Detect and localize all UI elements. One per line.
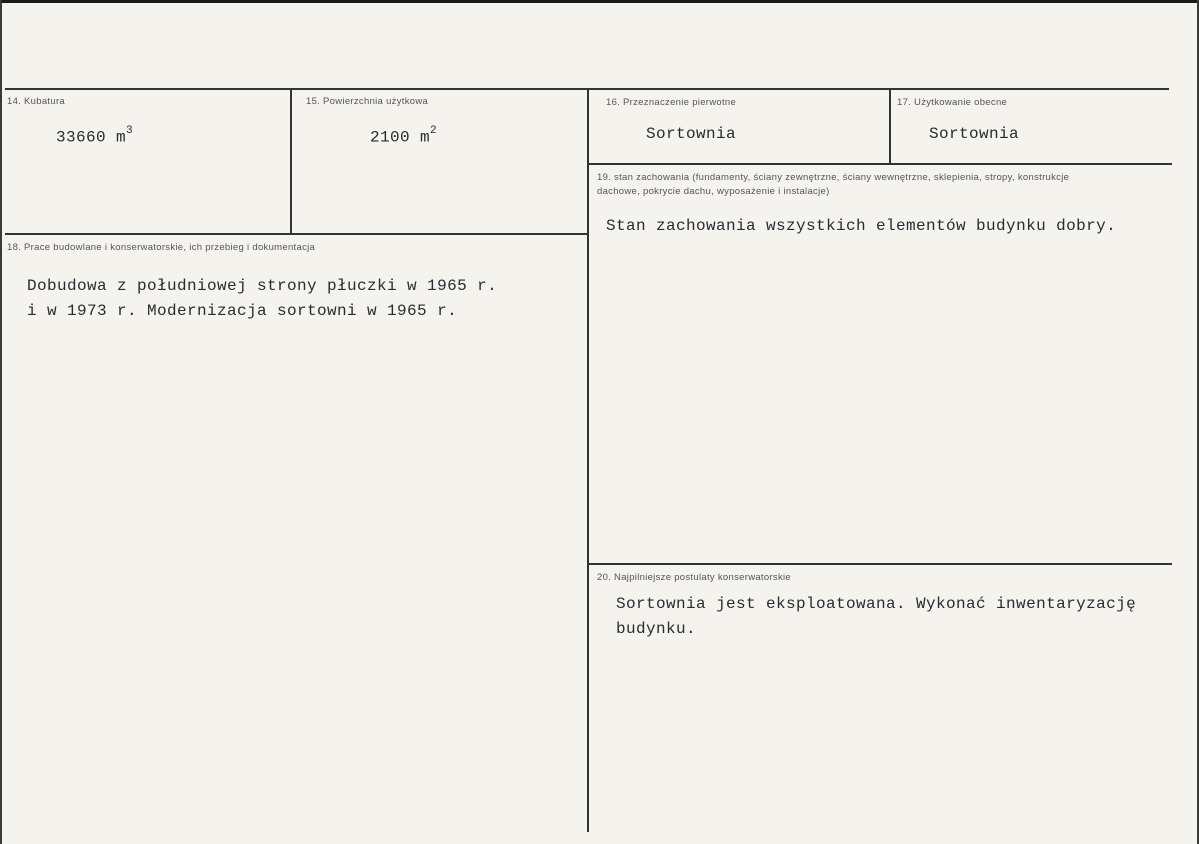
field-20-label: 20. Najpilniejsze postulaty konserwatorskie [597, 572, 792, 583]
rule-below-16-17 [589, 163, 1172, 165]
field-15-exponent: 2 [430, 125, 438, 137]
rule-below-14-15 [5, 233, 588, 235]
card-left-edge [0, 0, 2, 844]
field-15-number: 2100 m [370, 128, 431, 147]
field-15-value [370, 127, 437, 146]
field-14-label: 14. Kubatura [7, 96, 66, 107]
field-16-label: 16. Przeznaczenie pierwotne [606, 97, 737, 108]
field-17-value: Sortownia [929, 125, 1020, 143]
field-16-value: Sortownia [646, 125, 737, 143]
card-top-edge [0, 0, 1199, 3]
field-20-value: Sortownia jest eksploatowana. Wykonać inwentaryzację budynku. [616, 595, 1137, 638]
field-18-value: Dobudowa z południowej strony płuczki w 1965 r. i w 1973 r. Modernizacja sortowni w 1965 r. [27, 277, 498, 320]
field-18-label: 18. Prace budowlane i konserwatorskie, ich przebieg i dokumentacja [7, 242, 316, 253]
field-14-value [56, 127, 133, 146]
center-divider [587, 90, 589, 832]
divider-16-17 [889, 90, 891, 164]
rule-below-19 [589, 563, 1172, 565]
field-15-label: 15. Powierzchnia użytkowa [306, 96, 429, 107]
field-17-label: 17. Użytkowanie obecne [897, 97, 1008, 108]
field-19-label: 19. stan zachowania (fundamenty, ściany zewnętrzne, ściany wewnętrzne, sklepienia, stropy, konstrukcje dachowe, pokrycie dachu, wyposażenie i instalacje) [597, 172, 1070, 197]
field-19-value: Stan zachowania wszystkich elementów budynku dobry. [606, 217, 1117, 235]
field-14-exponent: 3 [126, 125, 134, 137]
field-14-number: 33660 m [56, 128, 127, 147]
divider-14-15 [290, 90, 292, 234]
